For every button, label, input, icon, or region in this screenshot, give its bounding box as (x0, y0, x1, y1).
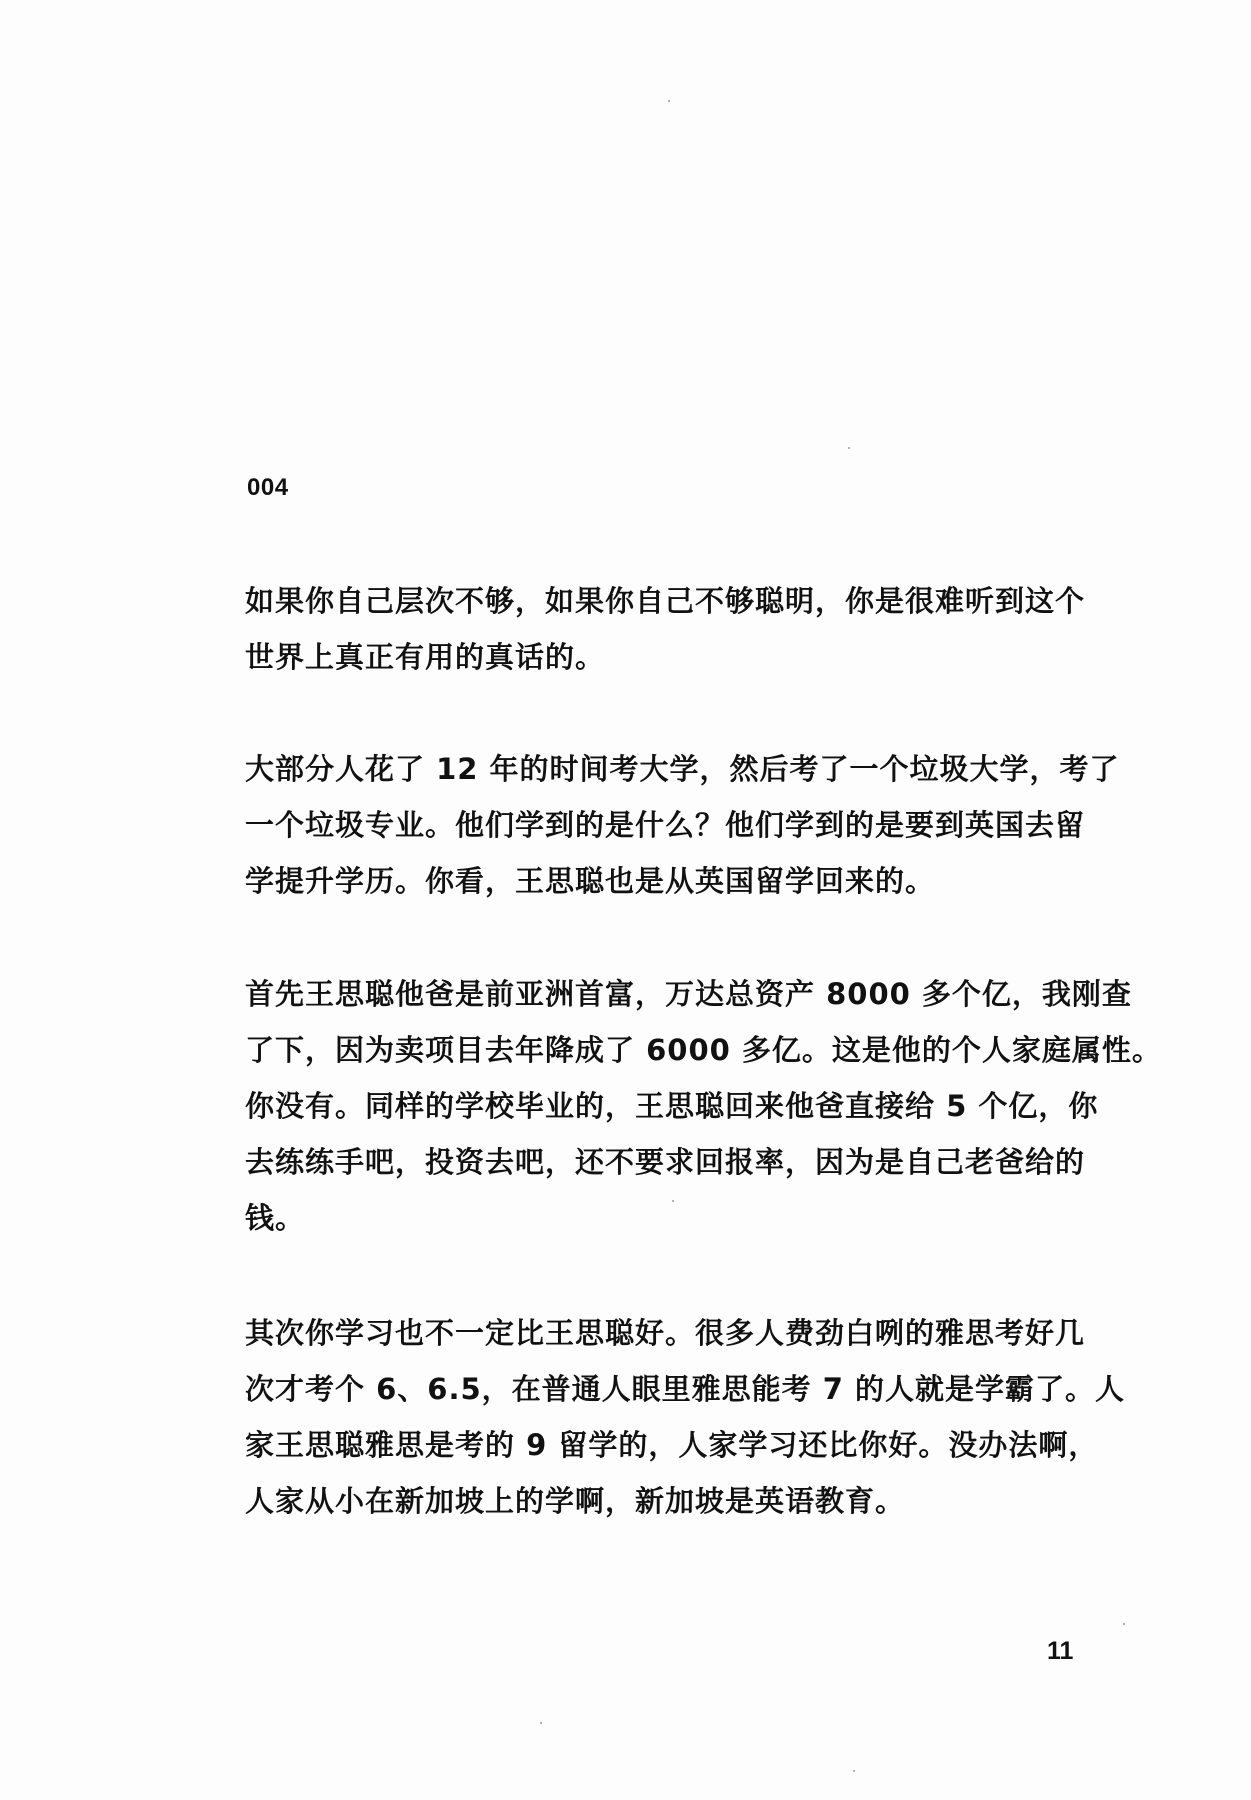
scan-speck (848, 447, 850, 449)
page-number: 11 (1047, 1637, 1074, 1665)
text-line: 大部分人花了 12 年的时间考大学，然后考了一个垃圾大学，考了 (245, 752, 1120, 786)
text-line: 次才考个 6、6.5，在普通人眼里雅思能考 7 的人就是学霸了。人 (245, 1372, 1126, 1406)
text-line: 去练练手吧，投资去吧，还不要求回报率，因为是自己老爸给的 (245, 1145, 1086, 1179)
text-line: 家王思聪雅思是考的 9 留学的，人家学习还比你好。没办法啊， (245, 1428, 1099, 1462)
text-line: 首先王思聪他爸是前亚洲首富，万达总资产 8000 多个亿，我刚查 (245, 977, 1132, 1011)
text-line: 一个垃圾专业。他们学到的是什么？他们学到的是要到英国去留 (245, 808, 1086, 842)
text-line: 如果你自己层次不够，如果你自己不够聪明，你是很难听到这个 (245, 584, 1086, 618)
text-line: 人家从小在新加坡上的学啊，新加坡是英语教育。 (245, 1484, 906, 1518)
scan-speck (1123, 1623, 1125, 1625)
paragraph (245, 573, 1095, 685)
paragraph (245, 741, 1120, 909)
paragraph (245, 1305, 1126, 1529)
scan-speck (540, 1722, 542, 1724)
text-line: 世界上真正有用的真话的。 (245, 640, 606, 674)
text-line: 了下，因为卖项目去年降成了 6000 多亿。这是他的个人家庭属性。 (245, 1033, 1162, 1067)
text-line: 学提升学历。你看，王思聪也是从英国留学回来的。 (245, 864, 936, 898)
paragraph (245, 966, 1162, 1246)
scan-speck (853, 1770, 855, 1772)
text-line: 钱。 (245, 1201, 306, 1235)
scan-speck (668, 100, 670, 102)
text-line: 其次你学习也不一定比王思聪好。很多人费劲白咧的雅思考好几 (245, 1316, 1086, 1350)
text-line: 你没有。同样的学校毕业的，王思聪回来他爸直接给 5 个亿，你 (245, 1089, 1099, 1123)
section-number: 004 (247, 474, 289, 501)
